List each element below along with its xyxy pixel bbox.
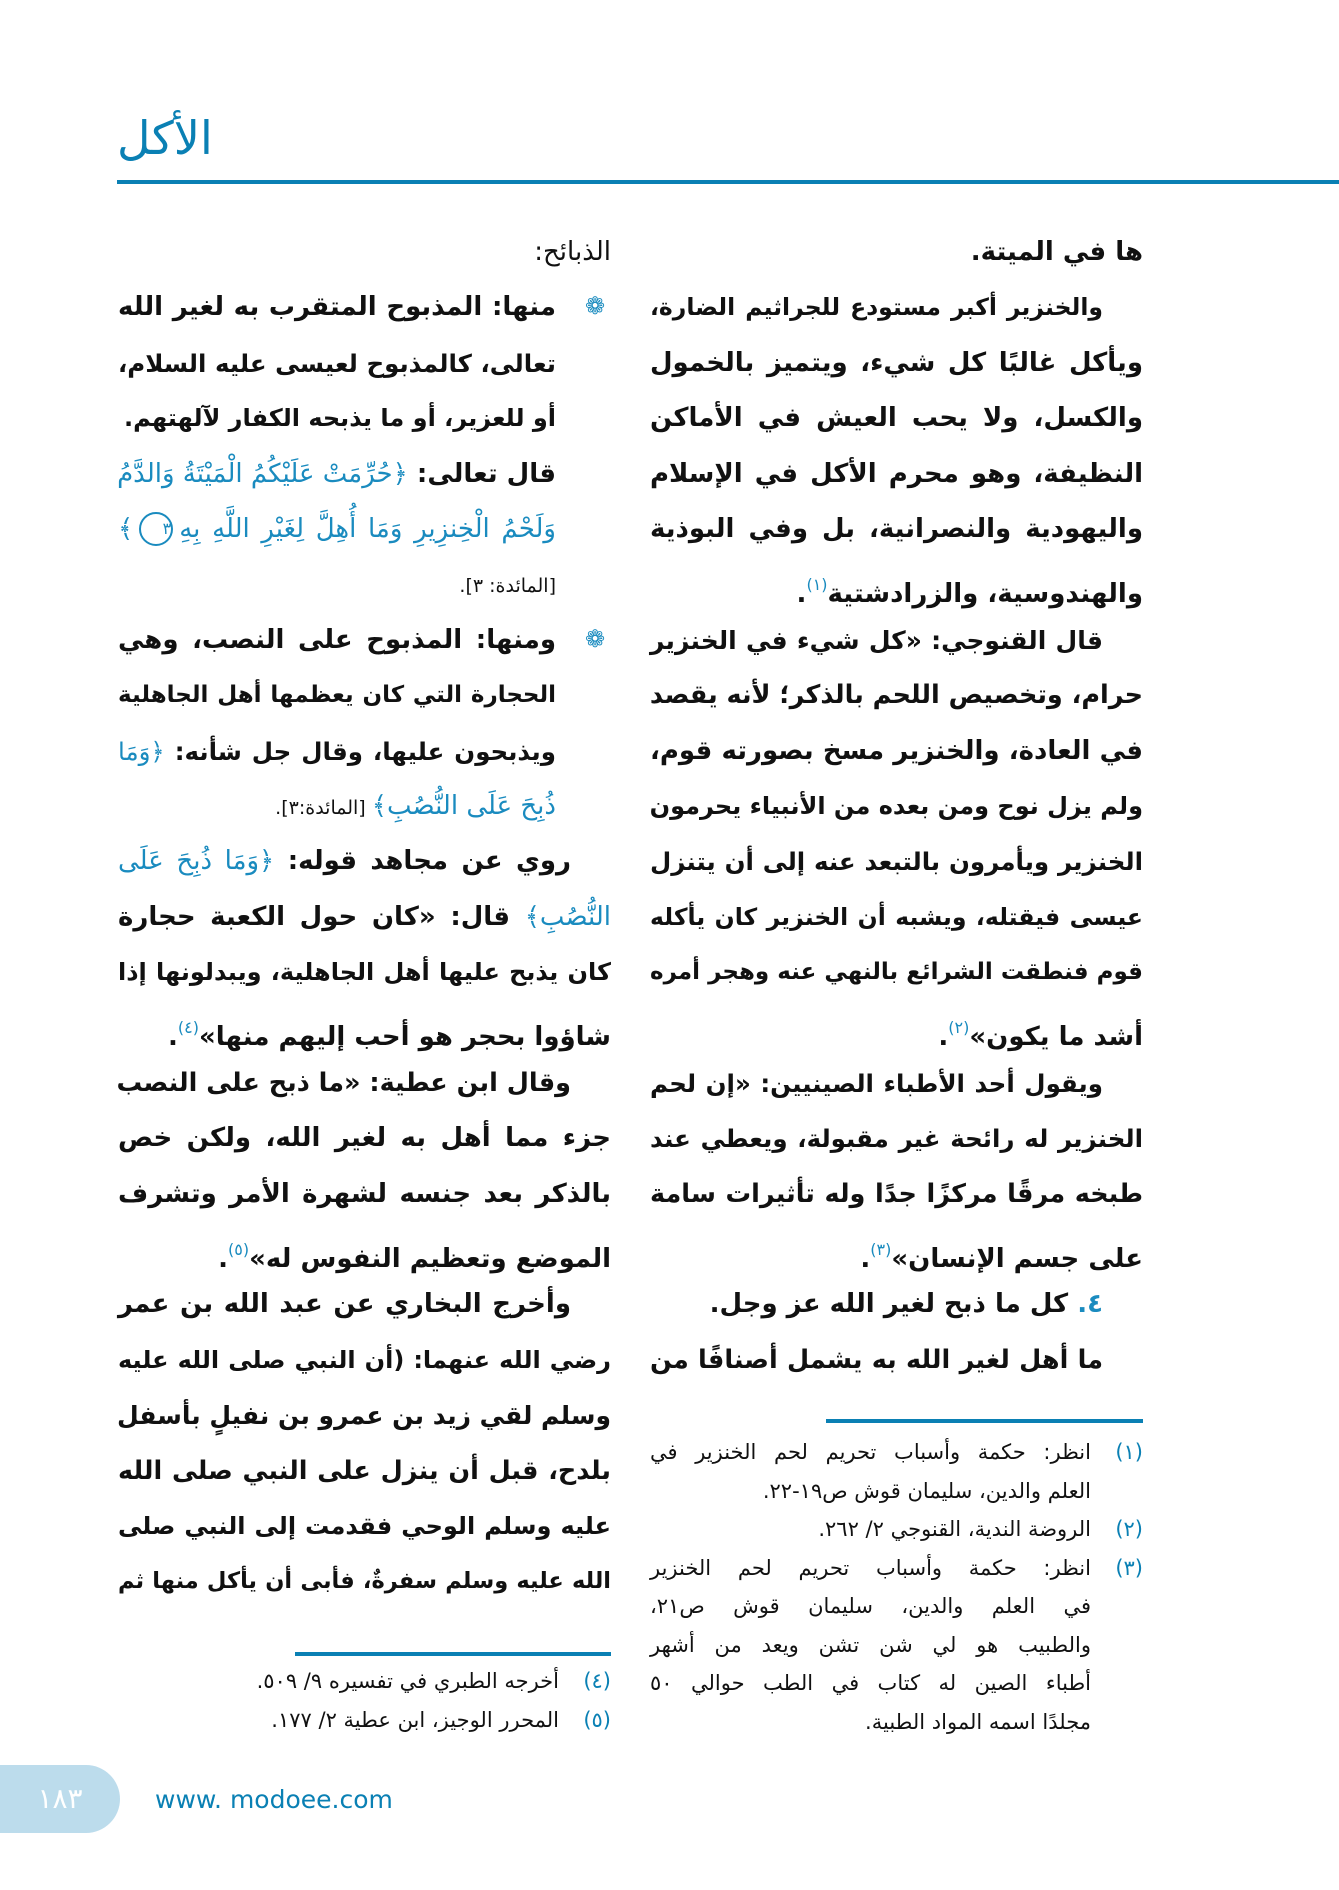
text-line xyxy=(118,1554,611,1609)
text-line xyxy=(118,779,556,834)
text-line xyxy=(118,1000,611,1055)
text-line xyxy=(118,834,611,889)
verse-reference: [المائدة:٣]. xyxy=(275,796,372,819)
text-run: النظيفة، وهو محرم الأكل في الإسلام xyxy=(650,458,1143,489)
text-run: . xyxy=(938,1022,949,1053)
paragraph xyxy=(118,225,611,280)
text-run: والهندوسية، والزرادشتية xyxy=(827,579,1143,610)
text-line xyxy=(118,613,556,668)
text-run: ويقول أحد الأطباء الصينيين: «إن لحم xyxy=(650,1068,1103,1098)
footnotes-right xyxy=(650,1433,1143,1741)
text-run: أو للعزير، أو ما يذبحه الكفار لآلهتهم. xyxy=(124,404,556,433)
text-run: ما أهل لغير الله به يشمل أصنافًا من xyxy=(650,1344,1103,1375)
footnote-text-line: في العلم والدين، سليمان قوش ص٢١، xyxy=(650,1594,1091,1618)
footnote-text-line: العلم والدين، سليمان قوش ص١٩-٢٢. xyxy=(762,1478,1091,1503)
text-run: طبخه مرقًا مركزًا جدًا وله تأثيرات سامة xyxy=(650,1178,1143,1209)
text-line xyxy=(650,502,1143,557)
quran-verse: ﴿وَمَا xyxy=(118,736,165,766)
text-run: كان يذبح عليها أهل الجاهلية، ويبدلونها إذا xyxy=(118,958,611,987)
text-run: والخنزير أكبر مستودع للجراثيم الضارة، xyxy=(650,293,1103,322)
footnote-ref[interactable]: (٣) xyxy=(870,1240,892,1260)
text-run: قوم فنطقت الشرائع بالنهي عنه وهجر أمره xyxy=(650,959,1143,986)
text-run: روي عن مجاهد قوله: xyxy=(274,846,571,877)
text-line xyxy=(118,1333,611,1388)
text-run: في العادة، والخنزير مسخ بصورته قوم، xyxy=(650,735,1143,766)
text-line xyxy=(118,1499,611,1554)
text-line xyxy=(650,613,1143,668)
footnote-marker: (٣) xyxy=(1115,1555,1143,1580)
text-line xyxy=(650,1277,1143,1332)
text-run: قال: «كان حول الكعبة حجارة xyxy=(118,901,525,932)
footnote-marker: (٤) xyxy=(583,1669,611,1693)
quran-verse: ذُبِحَ عَلَى النُّصُبِ﴾ xyxy=(371,790,556,821)
paragraph xyxy=(118,834,611,1056)
paragraph xyxy=(650,1056,1143,1278)
text-run: وقال ابن عطية: «ما ذبح على النصب xyxy=(116,1067,571,1098)
text-run: واليهودية والنصرانية، بل وفي البوذية xyxy=(650,513,1143,544)
footnote xyxy=(650,1510,1143,1549)
flower-bullet-icon: ❁ xyxy=(584,624,606,653)
text-line xyxy=(118,280,556,335)
text-run: شاؤوا بحجر هو أحب إليهم منها» xyxy=(198,1022,611,1053)
footnote-divider-right xyxy=(826,1419,1143,1423)
text-line xyxy=(650,225,1143,280)
text-run: جزء مما أهل به لغير الله، ولكن خص xyxy=(118,1123,611,1154)
left-text-column xyxy=(118,225,611,1610)
text-run: الذبائح: xyxy=(534,237,611,267)
footnote-ref[interactable]: (١) xyxy=(806,575,828,595)
text-line xyxy=(118,1056,611,1111)
text-line xyxy=(650,1167,1143,1222)
text-run: الموضع وتعظيم النفوس له» xyxy=(249,1244,611,1275)
paragraph xyxy=(650,613,1143,1056)
text-line xyxy=(650,724,1143,779)
quran-verse: النُّصُبِ﴾ xyxy=(524,901,611,932)
footnote-text-line: انظر: حكمة وأسباب تحريم لحم الخنزير xyxy=(650,1555,1091,1580)
paragraph xyxy=(118,447,611,613)
text-line xyxy=(650,1056,1143,1111)
text-line xyxy=(650,668,1143,723)
page-number: ١٨٣ xyxy=(37,1782,83,1815)
text-line xyxy=(118,391,556,446)
text-line xyxy=(118,890,611,945)
text-line xyxy=(650,336,1143,391)
text-run: والكسل، ولا يحب العيش في الأماكن xyxy=(650,403,1143,434)
text-line xyxy=(118,502,556,557)
right-text-column xyxy=(650,225,1143,1388)
footnote-marker: (٥) xyxy=(583,1707,611,1732)
text-line xyxy=(118,1167,611,1222)
footnote-text-line: انظر: حكمة وأسباب تحريم لحم الخنزير في xyxy=(650,1440,1091,1464)
text-run: ويأكل غالبًا كل شيء، ويتميز بالخمول xyxy=(650,347,1143,378)
text-line xyxy=(118,668,556,723)
text-line xyxy=(118,1111,611,1166)
quran-verse: ﴿حُرِّمَتْ عَلَيْكُمُ الْمَيْتَةُ وَالدَّمُ xyxy=(117,458,408,489)
footnote-text-line: أخرجه الطبري في تفسيره ٩/ ٥٠٩. xyxy=(256,1669,559,1693)
paragraph xyxy=(650,1333,1143,1388)
text-run: كل ما ذبح لغير الله عز وجل. xyxy=(709,1289,1078,1320)
paragraph xyxy=(650,225,1143,280)
heading-number: ٤. xyxy=(1077,1289,1103,1320)
text-line xyxy=(118,557,556,612)
text-line xyxy=(118,225,611,280)
text-line xyxy=(118,336,556,391)
website-link[interactable]: www. modoee.com xyxy=(155,1785,393,1814)
text-run: . xyxy=(860,1244,871,1275)
text-line xyxy=(118,724,556,779)
text-run: قال القنوجي: «كل شيء في الخنزير xyxy=(650,625,1103,655)
paragraph xyxy=(650,1277,1143,1332)
footnote-text-line: الروضة الندية، القنوجي ٢/ ٢٦٢. xyxy=(818,1517,1091,1541)
text-line xyxy=(650,391,1143,446)
footnote-text-line: مجلدًا اسمه المواد الطبية. xyxy=(865,1709,1091,1734)
footnote-ref[interactable]: (٤) xyxy=(177,1018,199,1038)
flower-bullet-icon: ❁ xyxy=(584,292,606,321)
footnote-ref[interactable]: (٥) xyxy=(228,1240,250,1260)
footnotes-left xyxy=(118,1662,611,1739)
text-run: قال تعالى: xyxy=(407,458,556,489)
text-line xyxy=(118,1277,611,1332)
text-line xyxy=(650,280,1143,335)
footnote xyxy=(118,1662,611,1701)
text-line xyxy=(650,1333,1143,1388)
footnote-marker: (١) xyxy=(1115,1440,1143,1464)
text-run: بالذكر بعد جنسه لشهرة الأمر وتشرف xyxy=(118,1178,611,1209)
text-run: ومنها: المذبوح على النصب، وهي xyxy=(118,624,556,655)
text-run: عيسى فيقتله، ويشبه أن الخنزير كان يأكله xyxy=(650,902,1143,931)
text-run: بلدح، قبل أن ينزل على النبي صلى الله xyxy=(118,1455,611,1486)
footnote-text-line: والطبيب هو لي شن تشن ويعد من أشهر xyxy=(650,1632,1091,1657)
text-line xyxy=(118,1444,611,1499)
text-run: على جسم الإنسان» xyxy=(891,1244,1143,1275)
text-run: عليه وسلم الوحي فقدمت إلى النبي صلى xyxy=(118,1511,611,1540)
quran-verse: وَلَحْمُ الْخِنزِيرِ وَمَا أُهِلَّ لِغَيْرِ اللَّهِ بِهِ xyxy=(179,513,556,544)
text-line xyxy=(650,945,1143,1000)
text-line xyxy=(650,1222,1143,1277)
text-run: وأخرج البخاري عن عبد الله بن عمر xyxy=(118,1289,571,1320)
text-line xyxy=(118,1222,611,1277)
text-line xyxy=(650,890,1143,945)
text-run: منها: المذبوح المتقرب به لغير الله xyxy=(118,292,556,323)
text-run: الحجارة التي كان يعظمها أهل الجاهلية xyxy=(118,682,556,709)
text-run: . xyxy=(796,579,807,610)
text-line xyxy=(118,1388,611,1443)
text-run: تعالى، كالمذبوح لعيسى عليه السلام، xyxy=(118,348,556,378)
text-run: حرام، وتخصيص اللحم بالذكر؛ لأنه يقصد xyxy=(649,680,1143,711)
footnote-text-line: المحرر الوجيز، ابن عطية ٢/ ١٧٧. xyxy=(271,1707,559,1732)
text-run: أشد ما يكون» xyxy=(969,1022,1143,1053)
text-run: . xyxy=(168,1022,178,1053)
text-line xyxy=(650,1000,1143,1055)
verse-reference: [المائدة: ٣]. xyxy=(459,575,556,598)
text-run: . xyxy=(218,1244,229,1275)
chapter-title: الأكل xyxy=(117,111,213,165)
text-run: ولم يزل نوح ومن بعده من الأنبياء يحرمون xyxy=(649,791,1143,820)
ayah-number-marker: ٣ xyxy=(139,512,173,546)
paragraph xyxy=(118,1277,611,1609)
text-run: الخنزير ويأمرون بالتبعد عنه إلى أن يتنزل xyxy=(650,847,1143,877)
footnote-ref[interactable]: (٢) xyxy=(948,1018,970,1038)
text-line xyxy=(650,834,1143,889)
footnote-text-line: أطباء الصين له كتاب في الطب حوالي ٥٠ xyxy=(650,1671,1091,1695)
text-run: وسلم لقي زيد بن عمرو بن نفيلٍ بأسفل xyxy=(116,1401,611,1431)
text-line xyxy=(650,447,1143,502)
footnote xyxy=(650,1433,1143,1510)
paragraph xyxy=(118,1056,611,1278)
text-line xyxy=(118,447,556,502)
text-line xyxy=(650,557,1143,612)
page-number-badge xyxy=(0,1765,120,1833)
footnote xyxy=(650,1549,1143,1742)
footnote xyxy=(118,1701,611,1740)
header-divider xyxy=(117,180,1339,184)
bullet-item xyxy=(118,280,611,446)
paragraph xyxy=(650,280,1143,612)
text-run: الله عليه وسلم سفرةٌ، فأبى أن يأكل منها ثم xyxy=(118,1568,611,1595)
bullet-item xyxy=(118,613,611,835)
text-run: رضي الله عنهما: (أن النبي صلى الله عليه xyxy=(118,1345,611,1374)
text-run: الخنزير له رائحة غير مقبولة، ويعطي عند xyxy=(650,1124,1143,1154)
text-line xyxy=(650,1111,1143,1166)
footnote-marker: (٢) xyxy=(1115,1517,1143,1541)
text-line xyxy=(118,945,611,1000)
quran-verse: ﴾ xyxy=(118,513,134,544)
text-line xyxy=(650,779,1143,834)
text-run: ها في الميتة. xyxy=(970,237,1143,267)
quran-verse: ﴿وَمَا ذُبِحَ عَلَى xyxy=(118,846,275,877)
text-run: ويذبحون عليها، وقال جل شأنه: xyxy=(164,736,556,766)
footnote-divider-left xyxy=(295,1652,611,1656)
